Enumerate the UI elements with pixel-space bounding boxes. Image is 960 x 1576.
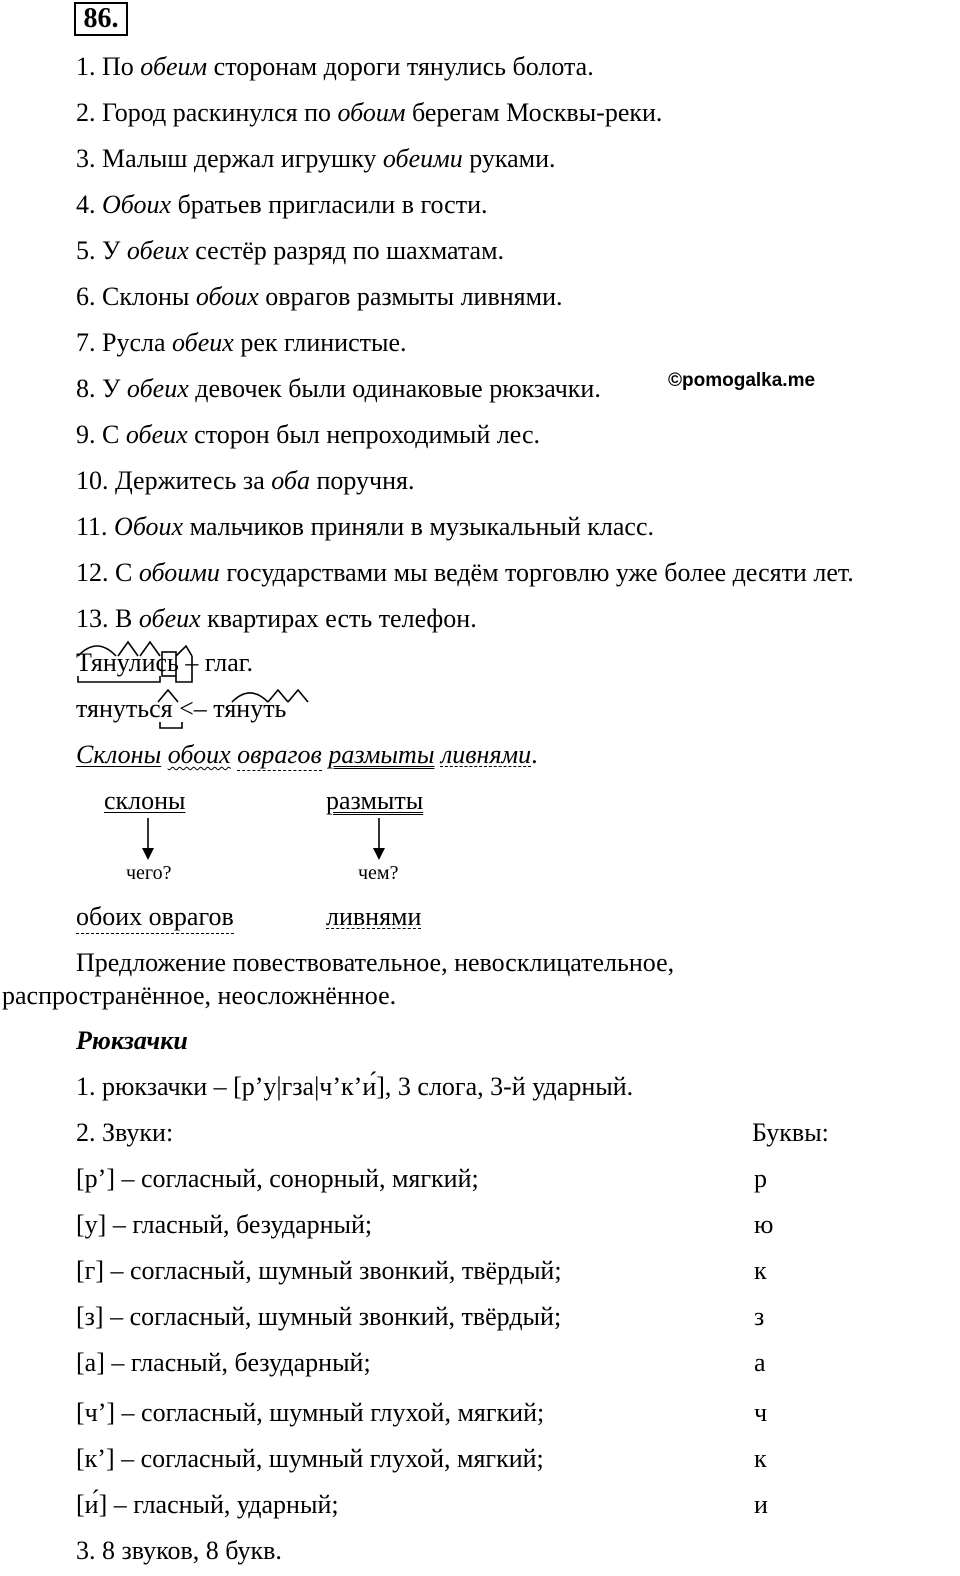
task-number: 86. (74, 2, 128, 36)
sentence-text-after: сторон был непроходимый лес. (187, 420, 540, 449)
sentence-number: 1. (76, 52, 96, 81)
morpheme-word-tyanulis: Тянулись (76, 648, 179, 677)
description-line-2: распространённое, неосложнённое. (2, 981, 397, 1010)
sentence-text-before: Город раскинулся по (102, 98, 338, 127)
phonetics-heading: Рюкзачки (76, 1026, 188, 1055)
parsed-sentence (76, 740, 538, 770)
sentence-line (76, 98, 662, 128)
sentence-line (76, 512, 654, 542)
sentence-text-before: С (102, 420, 126, 449)
scheme-right-bottom: ливнями (326, 902, 422, 931)
question-chego: чего? (126, 862, 172, 884)
letter-value: к (754, 1444, 767, 1473)
sentence-text-after: рек глинистые. (233, 328, 407, 357)
sentence-line (76, 52, 594, 82)
pronoun-word: оба (271, 466, 310, 495)
sentence-number: 6. (76, 282, 96, 311)
sentence-number: 7. (76, 328, 96, 357)
pronoun-word: обоим (337, 98, 406, 127)
sentence-number: 12. (76, 558, 109, 587)
sentence-text-before: У (102, 236, 127, 265)
sentence-text-before: Держитесь за (115, 466, 272, 495)
letter-value: ч (754, 1398, 768, 1427)
pronoun-word: обеих (138, 604, 201, 633)
phonetics-item-1: 1. рюкзачки – [р’у|гза|ч’к’и́], 3 слога, 3-й ударный. (76, 1072, 634, 1101)
scheme-left-bottom: обоих оврагов (76, 902, 234, 934)
object-word-1: оврагов (237, 740, 322, 769)
sentence-text-before: С (115, 558, 139, 587)
sentence-number: 5. (76, 236, 96, 265)
pronoun-word: обеими (382, 144, 463, 173)
sound-description: [ч’] – согласный, шумный глухой, мягкий; (76, 1398, 545, 1427)
sound-description: [г] – согласный, шумный звонкий, твёрдый; (76, 1256, 562, 1285)
sentence-line (76, 282, 563, 312)
sentence-line (76, 420, 540, 450)
letter-value: и (754, 1490, 768, 1519)
morpheme-word-tyanut: тянуть (213, 694, 287, 723)
scheme-right-top: размыты (326, 786, 424, 815)
sentence-number: 11. (76, 512, 108, 541)
scheme-left-top: склоны (104, 786, 186, 815)
sentence-number: 3. (76, 144, 96, 173)
sentence-text-after: руками. (462, 144, 556, 173)
sentence-text-after: оврагов размыты ливнями. (258, 282, 563, 311)
sentence-line (76, 374, 601, 404)
description-line-1: Предложение повествовательное, невосклицательное, (76, 948, 675, 977)
pronoun-word: обеих (126, 236, 189, 265)
derivation-arrow: <– (172, 694, 214, 723)
phonetics-letters-label: Буквы: (752, 1118, 829, 1147)
sentence-end: . (531, 740, 538, 769)
sentence-number: 13. (76, 604, 109, 633)
sentence-text-before: Русла (102, 328, 173, 357)
sentence-text-after: берегам Москвы-реки. (405, 98, 663, 127)
pronoun-word: Обоих (102, 190, 172, 219)
pronoun-word: обеих (125, 420, 188, 449)
predicate-word: размыты (328, 740, 435, 769)
sentence-text-after: квартирах есть телефон. (200, 604, 477, 633)
object-word-2: ливнями (440, 740, 532, 769)
sentence-text-after: государствами мы ведём торговлю уже более десяти лет. (219, 558, 854, 587)
sentence-number: 10. (76, 466, 109, 495)
sentence-line (76, 558, 854, 588)
sentence-text-before: У (102, 374, 127, 403)
pronoun-word: обеих (172, 328, 234, 357)
pronoun-word: обоими (138, 558, 220, 587)
sentence-text-after: братьев пригласили в гости. (171, 190, 488, 219)
morpheme-line-1 (76, 648, 253, 678)
morpheme-word-tyanutsya: тянуться (76, 694, 173, 723)
arrow-head-left (142, 848, 154, 860)
sentence-number: 8. (76, 374, 96, 403)
sound-description: [а] – гласный, безударный; (76, 1348, 371, 1377)
sentence-text-after: мальчиков приняли в музыкальный класс. (183, 512, 655, 541)
sentence-text-after: поручня. (309, 466, 415, 495)
watermark: ©pomogalka.me (668, 370, 816, 391)
sentence-text-before: По (102, 52, 141, 81)
letter-value: з (754, 1302, 765, 1331)
sound-description: [и́] – гласный, ударный; (76, 1490, 339, 1519)
sentence-line (76, 328, 407, 358)
letter-value: к (754, 1256, 767, 1285)
pronoun-word: Обоих (114, 512, 184, 541)
sentence-number: 2. (76, 98, 96, 127)
attribute-word: обоих (167, 740, 231, 769)
pronoun-word: обеих (126, 374, 189, 403)
sentence-line (76, 466, 415, 496)
sentence-line (76, 190, 487, 220)
part-of-speech-label: – глаг. (178, 648, 254, 677)
pronoun-word: обоих (195, 282, 259, 311)
subject-word: Склоны (76, 740, 162, 769)
letter-value: ю (754, 1210, 774, 1239)
sentence-text-before: Малыш держал игрушку (102, 144, 383, 173)
sentence-text-after: сестёр разряд по шахматам. (188, 236, 505, 265)
sentence-text-after: сторонам дороги тянулись болота. (207, 52, 594, 81)
sentence-line (76, 604, 477, 634)
sentence-text-before: Склоны (102, 282, 196, 311)
sentence-line (76, 144, 556, 174)
question-chem: чем? (358, 862, 399, 884)
sound-description: [к’] – согласный, шумный глухой, мягкий; (76, 1444, 544, 1473)
morpheme-line-2 (76, 694, 286, 724)
letter-value: р (754, 1164, 767, 1193)
phonetics-item-2-label: 2. Звуки: (76, 1118, 174, 1147)
arrow-head-right (373, 848, 385, 860)
sentence-number: 9. (76, 420, 96, 449)
sentence-number: 4. (76, 190, 96, 219)
sentence-line (76, 236, 504, 266)
sound-description: [р’] – согласный, сонорный, мягкий; (76, 1164, 479, 1193)
sound-description: [у] – гласный, безударный; (76, 1210, 373, 1239)
sound-description: [з] – согласный, шумный звонкий, твёрдый; (76, 1302, 562, 1331)
pronoun-word: обеим (140, 52, 208, 81)
suffix-cap-mark (288, 690, 308, 702)
sentence-text-after: девочек были одинаковые рюкзачки. (188, 374, 601, 403)
phonetics-item-3: 3. 8 звуков, 8 букв. (76, 1536, 282, 1565)
sentence-text-before: В (115, 604, 139, 633)
letter-value: а (754, 1348, 766, 1377)
